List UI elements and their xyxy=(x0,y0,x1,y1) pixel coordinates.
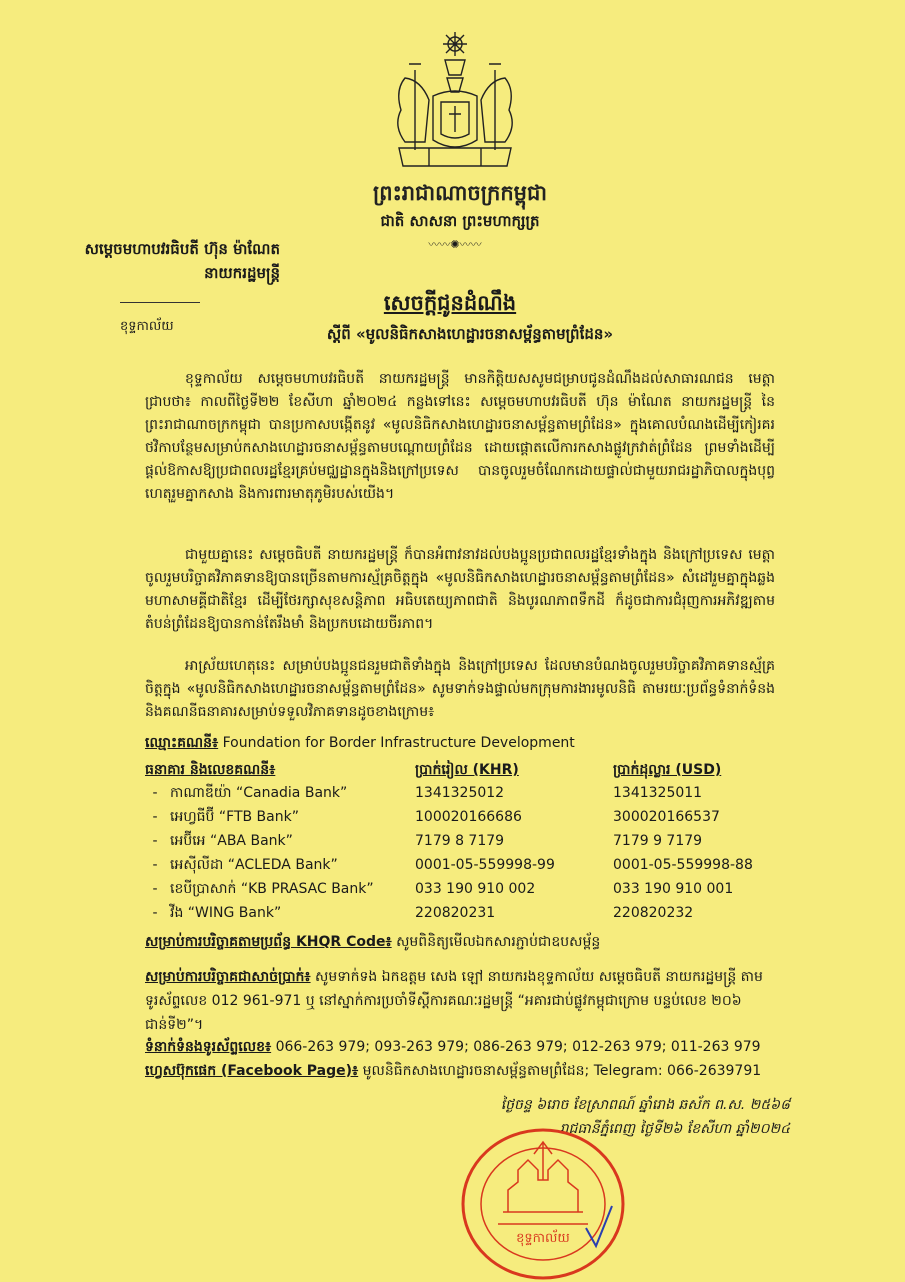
solar-date: រាជធានីភ្នំពេញ ថ្ងៃទី២៦ ខែសីហា ឆ្នាំ២០២៤ xyxy=(559,1121,790,1137)
table-row xyxy=(140,877,813,901)
row-bullet: - xyxy=(152,881,158,897)
sender-office: ខុទ្ទកាល័យ xyxy=(120,319,174,334)
khqr-label: សម្រាប់ការបរិច្ចាគតាមប្រព័ន្ធ KHQR Code៖ xyxy=(145,934,392,950)
bank-column-header: ធនាគារ និងលេខគណនី៖ xyxy=(145,762,276,778)
sender-title: នាយករដ្ឋមន្ត្រី xyxy=(204,264,280,282)
motto-ornament: 〰〰✺〰〰 xyxy=(428,238,482,251)
sender-divider xyxy=(120,302,200,303)
phone-contacts xyxy=(145,1037,785,1058)
bank-name: អេហ្វធីប៊ី “FTB Bank” xyxy=(170,808,299,825)
bank-name: អេប៊ីអេ “ABA Bank” xyxy=(170,832,293,849)
khr-account-number: 7179 8 7179 xyxy=(415,833,505,849)
bank-name: អេស៊ីលីដា “ACLEDA Bank” xyxy=(170,856,338,873)
paragraph-announcement: ខុទ្ទកាល័យ សម្តេចមហាបវរធិបតី នាយករដ្ឋមន្ត្រី មានកិត្តិយសសូមជម្រាបជូនដំណឹងដល់សាធារណជន មេត្តាជ្រាបថា៖ កាលពីថ្ងៃទី២២ ខែសីហា ឆ្នាំ២០២៤ កន្លងទៅនេះ សម្តេចមហាបវរធិបតី ហ៊ុន ម៉ាណែត នាយករដ្ឋមន្ត្រី នៃព្រះរាជាណាចក្រកម្ពុជា បានប្រកាសបង្កើតនូវ «មូលនិធិកសាងហេដ្ឋារចនាសម្ព័ន្ធតាមព្រំដែន» ក្នុងគោលបំណងដើម្បីកៀរគរថវិកាបន្ថែមសម្រាប់កសាងហេដ្ឋារចនាសម្ព័ន្ធតាមបណ្តោយព្រំដែន ដោយផ្តោតលើការកសាងផ្លូវក្រវាត់ព្រំដែន ព្រមទាំងដើម្បីផ្តល់ឱកាសឱ្យប្រជាពលរដ្ឋខ្មែរគ្រប់មជ្ឈដ្ឋានក្នុងនិងក្រៅប្រទេស បានចូលរួមចំណែកដោយផ្ទាល់ជាមួយរាជរដ្ឋាភិបាលក្នុងបុព្វហេតុរួមគ្នាកសាង និងការពារមាតុភូមិរបស់យើង។ xyxy=(145,371,775,502)
sender-name: សម្តេចមហាបវរធិបតី ហ៊ុន ម៉ាណែត xyxy=(84,240,280,258)
row-bullet: - xyxy=(152,833,158,849)
account-name-label: ឈ្មោះគណនី៖ xyxy=(145,735,219,751)
khr-column-header: ប្រាក់រៀល (KHR) xyxy=(415,762,519,778)
official-seal-icon xyxy=(458,1120,628,1282)
usd-account-number: 300020166537 xyxy=(613,809,720,825)
seal-label: ខុទ្ទកាល័យ xyxy=(516,1231,570,1246)
account-name-line xyxy=(145,733,575,754)
bank-name: ខេបីប្រាសាក់ “KB PRASAC Bank” xyxy=(170,880,374,897)
usd-account-number: 7179 9 7179 xyxy=(613,833,703,849)
table-row xyxy=(140,805,813,829)
usd-account-number: 0001-05-559998-88 xyxy=(613,857,753,873)
khr-account-number: 100020166686 xyxy=(415,809,522,825)
cash-donation-instructions xyxy=(145,965,775,1037)
facebook-label: ហ្វេសប៊ុកផេក (Facebook Page)៖ xyxy=(145,1063,359,1079)
royal-emblem-icon xyxy=(385,30,525,180)
table-row xyxy=(140,901,813,925)
notice-subject: ស្តីពី «មូលនិធិកសាងហេដ្ឋារចនាសម្ព័ន្ធតាមព្រំដែន» xyxy=(326,325,614,343)
notice-title: សេចក្តីជូនដំណឹង xyxy=(383,291,517,315)
paragraph-appeal: ជាមួយគ្នានេះ សម្តេចធិបតី នាយករដ្ឋមន្ត្រី ក៏បានអំពាវនាវដល់បងប្អូនប្រជាពលរដ្ឋខ្មែរទាំងក្នុង និងក្រៅប្រទេស មេត្តាចូលរួមបរិច្ចាគវិភាគទានឱ្យបានច្រើនតាមការស្ម័គ្រចិត្តក្នុង «មូលនិធិកសាងហេដ្ឋារចនាសម្ព័ន្ធតាមព្រំដែន» សំដៅរួមគ្នាក្នុងឆ្លងមហាសាមគ្គីជាតិខ្មែរ ដើម្បីថែរក្សាសុខសន្តិភាព អធិបតេយ្យភាពជាតិ និងបូរណភាពទឹកដី ក៏ដូចជាការជំរុញការអភិវឌ្ឍតាមតំបន់ព្រំដែនឱ្យបានកាន់តែរឹងមាំ និងប្រកបដោយចីរភាព។ xyxy=(145,547,775,632)
khr-account-number: 220820231 xyxy=(415,905,496,921)
national-motto: ជាតិ សាសនា ព្រះមហាក្សត្រ xyxy=(380,212,540,230)
khr-account-number: 1341325012 xyxy=(415,785,505,801)
phone-numbers: 066-263 979; 093-263 979; 086-263 979; 012-263 979; 011-263 979 xyxy=(271,1039,761,1055)
usd-account-number: 1341325011 xyxy=(613,785,703,801)
kingdom-title: ព្រះរាជាណាចក្រកម្ពុជា xyxy=(372,181,547,205)
khqr-instructions xyxy=(145,932,785,953)
usd-account-number: 033 190 910 001 xyxy=(613,881,734,897)
account-name-value: Foundation for Border Infrastructure Development xyxy=(222,735,575,751)
bank-accounts-table xyxy=(140,781,813,925)
khr-account-number: 0001-05-559998-99 xyxy=(415,857,555,873)
usd-account-number: 220820232 xyxy=(613,905,694,921)
row-bullet: - xyxy=(152,785,158,801)
row-bullet: - xyxy=(152,857,158,873)
table-row xyxy=(140,781,813,805)
table-row xyxy=(140,829,813,853)
row-bullet: - xyxy=(152,905,158,921)
table-row xyxy=(140,853,813,877)
row-bullet: - xyxy=(152,809,158,825)
lunar-date: ថ្ងៃចន្ទ ៦រោច ខែស្រាពណ៍ ឆ្នាំរោង ឆស័ក ព.ស. ២៥៦៨ xyxy=(500,1097,790,1113)
bank-name: វីង “WING Bank” xyxy=(170,904,282,921)
bank-name: កាណាឌីយ៉ា “Canadia Bank” xyxy=(170,784,348,801)
facebook-contact xyxy=(145,1061,805,1082)
cash-label: សម្រាប់ការបរិច្ចាគជាសាច់ប្រាក់៖ xyxy=(145,969,311,985)
cash-text: សូមទាក់ទង ឯកឧត្តម សេង ឡៅ នាយករងខុទ្ទកាល័យ សម្តេចធិបតី នាយករដ្ឋមន្ត្រី តាមទូរស័ព្ទលេខ 012 961-971 ឬ នៅស្នាក់ការប្រចាំទីស្តីការគណៈរដ្ឋមន្ត្រី “អគារជាប់ផ្លូវកម្ពុជាក្រោម បន្ទប់លេខ ២០៦ ជាន់ទី២”។ xyxy=(145,969,763,1033)
phone-label: ទំនាក់ទំនងទូរស័ព្ទលេខ៖ xyxy=(145,1039,272,1055)
khr-account-number: 033 190 910 002 xyxy=(415,881,536,897)
facebook-text: មូលនិធិកសាងហេដ្ឋារចនាសម្ព័ន្ធតាមព្រំដែន; Telegram: 066-2639791 xyxy=(358,1063,762,1079)
paragraph-instructions: អាស្រ័យហេតុនេះ សម្រាប់បងប្អូនជនរួមជាតិទាំងក្នុង និងក្រៅប្រទេស ដែលមានបំណងចូលរួមបរិច្ចាគវិភាគទានស្ម័គ្រចិត្តក្នុង «មូលនិធិកសាងហេដ្ឋារចនាសម្ព័ន្ធតាមព្រំដែន» សូមទាក់ទងផ្ទាល់មកក្រុមការងារមូលនិធិ តាមរយៈប្រព័ន្ធទំនាក់ទំនង និងគណនីធនាគារសម្រាប់ទទួលវិភាគទានដូចខាងក្រោម៖ xyxy=(145,658,775,720)
khqr-text: សូមពិនិត្យមើលឯកសារភ្ជាប់ជាឧបសម្ព័ន្ធ xyxy=(391,934,601,950)
usd-column-header: ប្រាក់ដុល្លារ (USD) xyxy=(613,762,722,778)
